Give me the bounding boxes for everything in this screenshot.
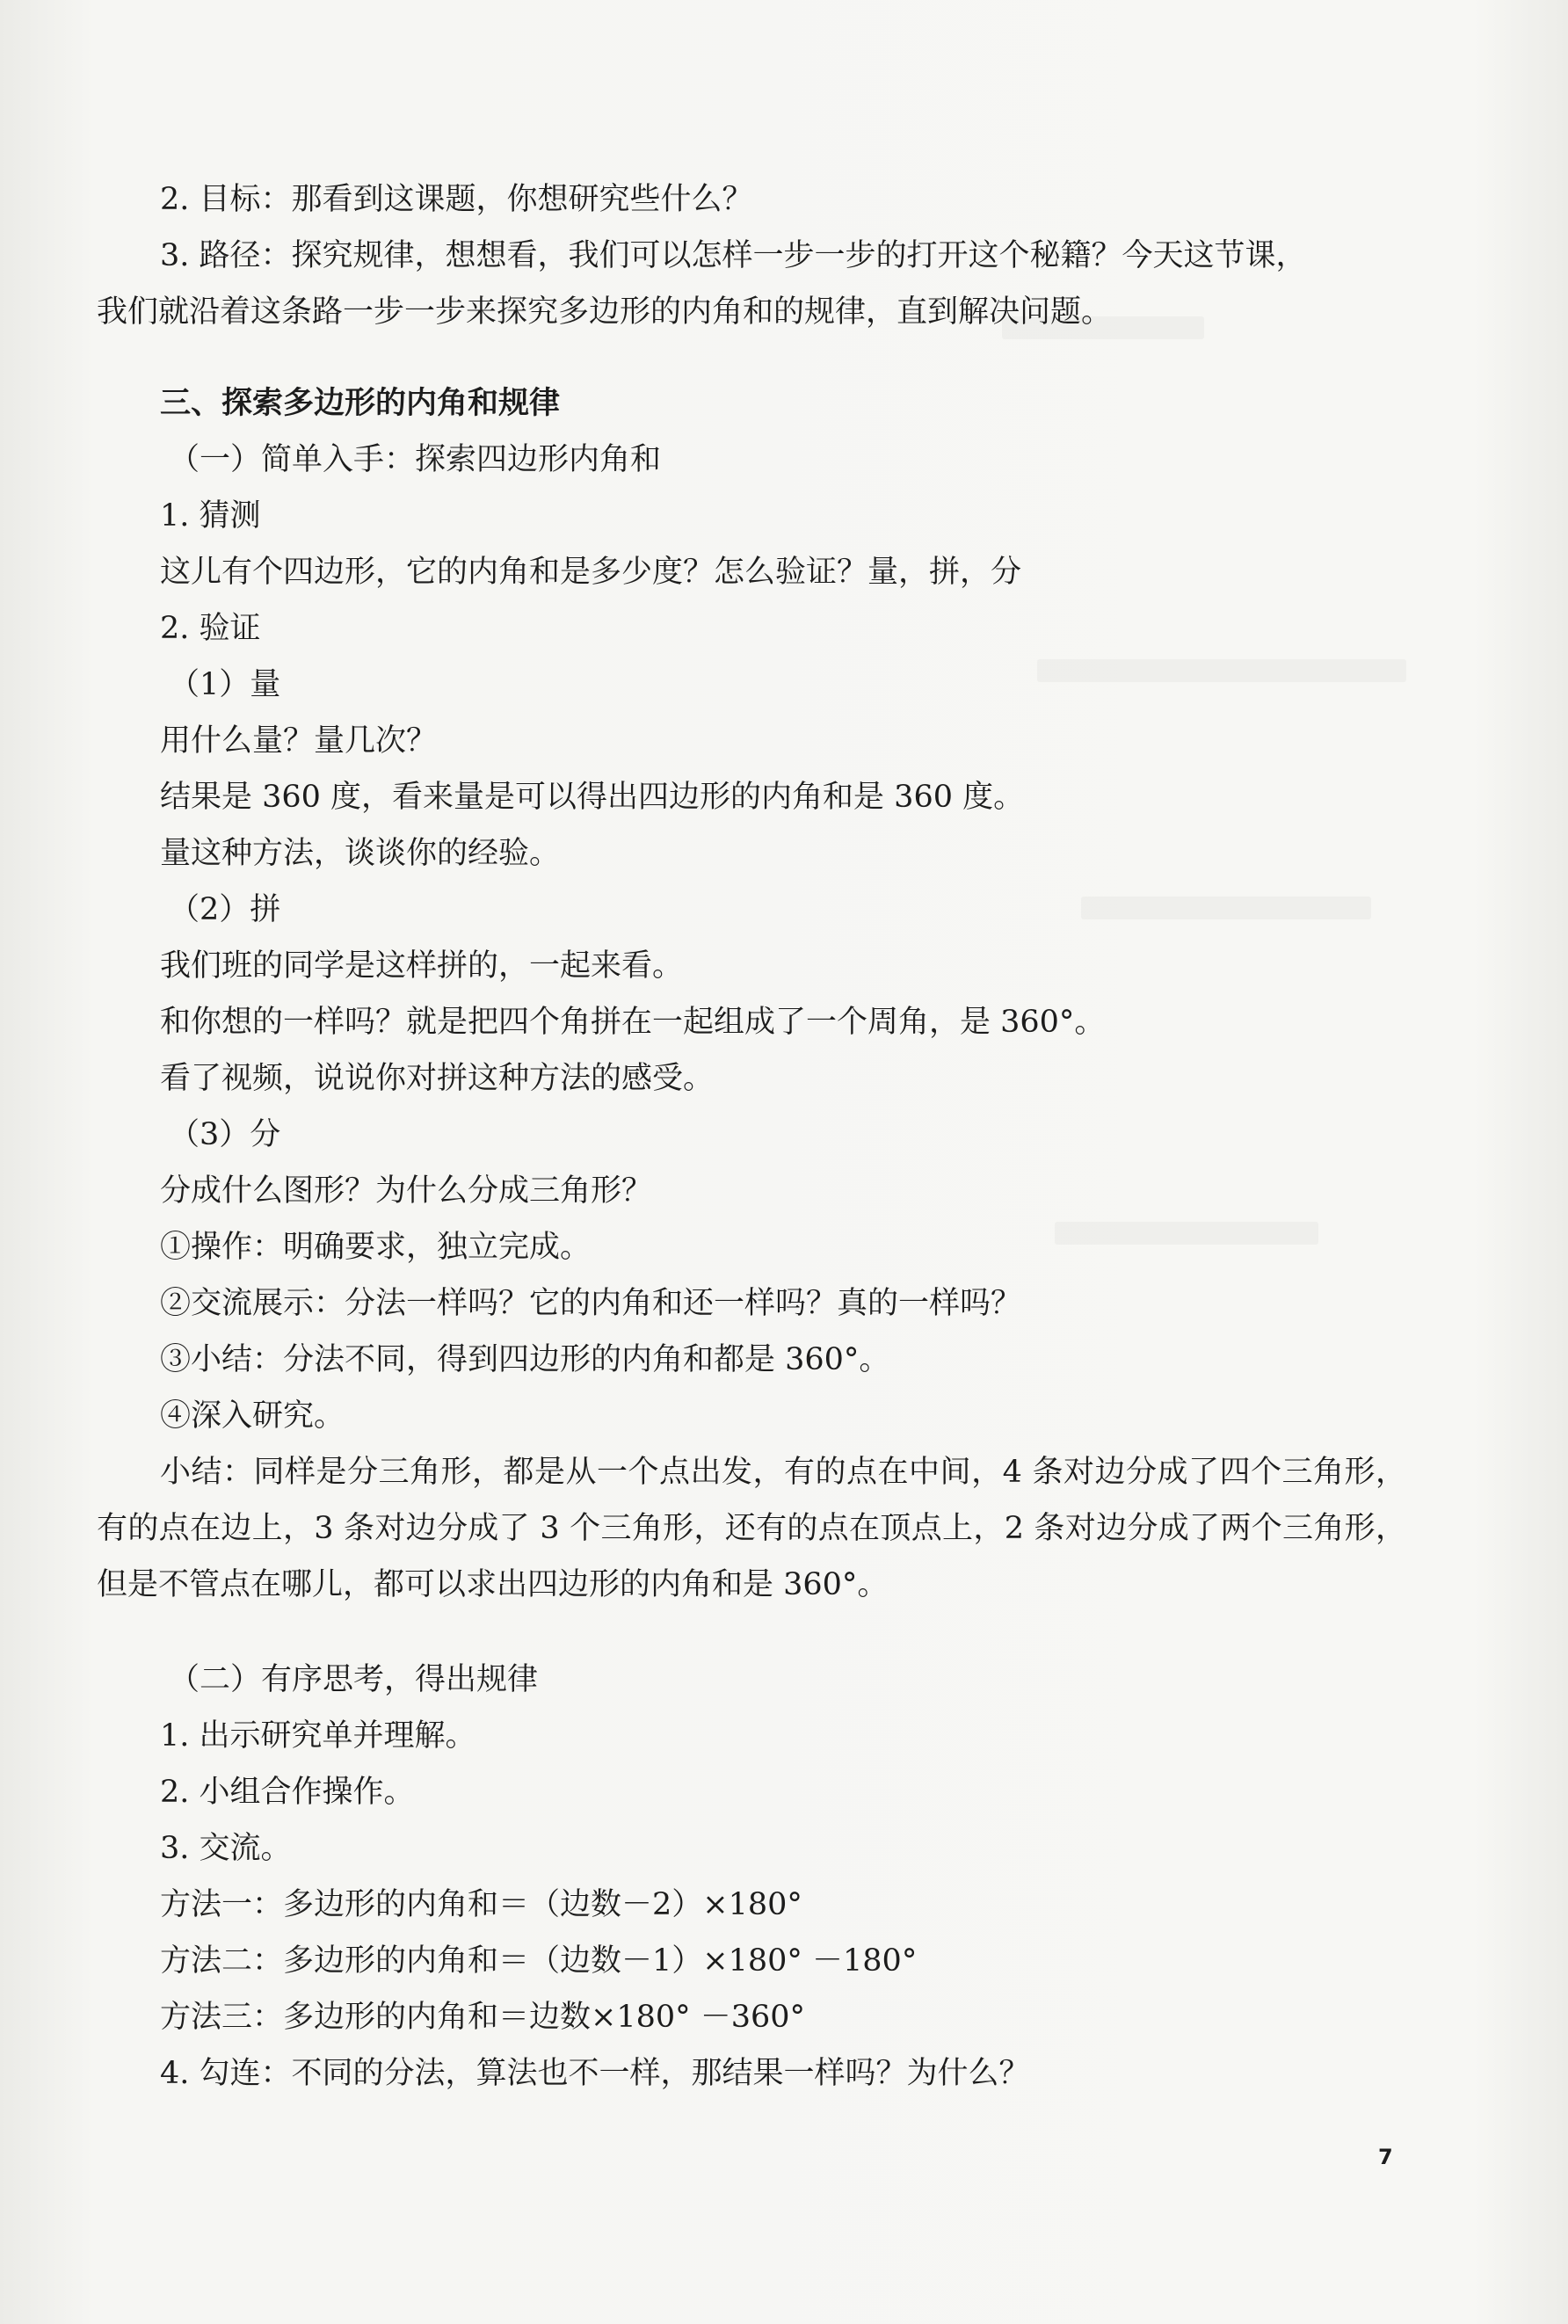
text-line: 这儿有个四边形，它的内角和是多少度？怎么验证？量，拼，分 (160, 555, 1022, 590)
text-line: 3. 路径：探究规律，想想看，我们可以怎样一步一步的打开这个秘籍？今天这节课， (160, 238, 1307, 273)
text-line: （3）分 (169, 1117, 281, 1152)
text-line: ④深入研究。 (160, 1398, 345, 1434)
text-line: （2）拼 (169, 892, 281, 927)
subsection-heading: （一）简单入手：探索四边形内角和 (169, 442, 662, 477)
text-line: 2. 小组合作操作。 (160, 1775, 415, 1810)
text-line: 3. 交流。 (160, 1831, 292, 1866)
text-line: 我们就沿着这条路一步一步来探究多边形的内角和的规律，直到解决问题。 (97, 294, 1113, 330)
text-line: ②交流展示：分法一样吗？它的内角和还一样吗？真的一样吗？ (160, 1286, 1022, 1321)
text-line: ③小结：分法不同，得到四边形的内角和都是 360°。 (160, 1342, 890, 1377)
subsection-heading: （二）有序思考，得出规律 (169, 1662, 539, 1697)
text-line: 4. 勾连：不同的分法，算法也不一样，那结果一样吗？为什么？ (160, 2056, 1030, 2091)
text-line: （1）量 (169, 667, 281, 702)
text-line: 量这种方法，谈谈你的经验。 (160, 836, 561, 871)
text-line: 2. 目标：那看到这课题，你想研究些什么？ (160, 182, 753, 217)
text-line: 分成什么图形？为什么分成三角形？ (160, 1173, 653, 1209)
text-line: 1. 猜测 (160, 498, 261, 534)
text-line: 用什么量？量几次？ (160, 723, 438, 759)
text-line: 2. 验证 (160, 611, 261, 646)
formula-line: 方法三：多边形的内角和＝边数×180° －360° (160, 2000, 806, 2035)
text-line: 看了视频，说说你对拼这种方法的感受。 (160, 1061, 715, 1096)
text-line: 我们班的同学是这样拼的，一起来看。 (160, 948, 684, 984)
text-line: ①操作：明确要求，独立完成。 (160, 1230, 592, 1265)
formula-line: 方法二：多边形的内角和＝（边数－1）×180° －180° (160, 1943, 918, 1979)
formula-line: 方法一：多边形的内角和＝（边数－2）×180° (160, 1887, 802, 1922)
section-heading: 三、探索多边形的内角和规律 (160, 386, 561, 421)
text-line: 结果是 360 度，看来量是可以得出四边形的内角和是 360 度。 (160, 780, 1025, 815)
text-line: 1. 出示研究单并理解。 (160, 1718, 476, 1754)
summary-paragraph: 小结：同样是分三角形，都是从一个点出发，有的点在中间，4 条对边分成了四个三角形，有的点在边上，3 条对边分成了 3 个三角形，还有的点在顶点上，2 条对边分成了两个三角形，但是不管点在哪儿，都可以求出四边形的内角和是 360°。 (97, 1455, 1406, 1602)
page-number: 7 (1378, 2145, 1393, 2169)
text-line: 和你想的一样吗？就是把四个角拼在一起组成了一个周角，是 360°。 (160, 1005, 1106, 1040)
document-body (97, 171, 1468, 2102)
